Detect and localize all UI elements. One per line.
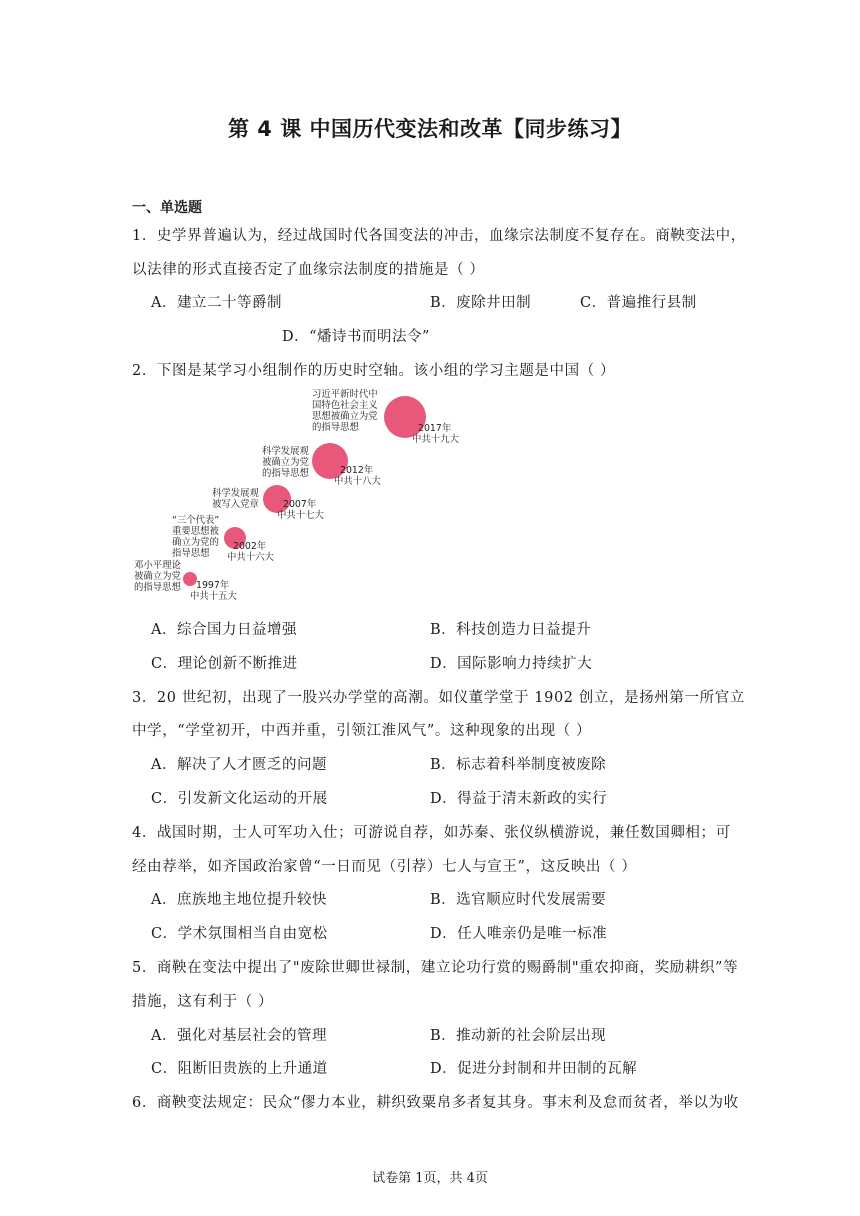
timeline-year-label: 2017年 (418, 423, 452, 434)
q1-option-d: D．“燔诗书而明法令” (282, 329, 430, 345)
q4-option-c: C．学术氛围相当自由宽松 (151, 926, 328, 942)
q5-option-a: A．强化对基层社会的管理 (151, 1028, 327, 1044)
q2-option-c: C．理论创新不断推进 (151, 656, 298, 672)
q4-option-a: A．庶族地主地位提升较快 (151, 892, 327, 908)
timeline-bubble-1997年 (183, 572, 197, 586)
timeline-theory-label: 被确立为党 (134, 571, 181, 582)
q3-option-c: C．引发新文化运动的开展 (151, 791, 328, 807)
q4-stem-line-1: 4．战国时期，士人可军功入仕；可游说自荐，如苏秦、张仪纵横游说，兼任数国卿相；可 (132, 825, 731, 841)
timeline-theory-label: 科学发展观 (212, 488, 259, 499)
q2-option-b: B．科技创造力日益提升 (430, 622, 592, 638)
q4-stem-line-2: 经由荐举，如齐国政治家曾“一日而见（引荐）七人与宣王”，这反映出（ ） (132, 859, 637, 875)
page-footer: 试卷第 1页，共 4页 (372, 1171, 488, 1186)
q3-stem-line-1: 3．20 世纪初，出现了一股兴办学堂的高潮。如仪董学堂于 1902 创立，是扬州第一所官立 (132, 690, 745, 706)
q5-stem-line-2: 措施，这有利于（ ） (132, 994, 274, 1010)
timeline-theory-label: 的指导思想 (134, 582, 181, 593)
timeline-year-label: 2012年 (340, 465, 374, 476)
timeline-theory-label: 的指导思想 (262, 468, 309, 479)
timeline-theory-label: 思想被确立为党 (312, 411, 378, 422)
q3-stem-line-2: 中学，“学堂初开，中西并重，引领江淮风气”。这种现象的出现（ ） (132, 723, 592, 739)
timeline-theory-label: 指导思想 (172, 548, 210, 559)
timeline-chart (132, 388, 477, 606)
timeline-year-label: 2007年 (283, 499, 317, 510)
timeline-theory-label: 重要思想被 (172, 526, 219, 537)
q4-option-b: B．选官顺应时代发展需要 (430, 892, 607, 908)
q1-option-a: A．建立二十等爵制 (151, 295, 282, 311)
timeline-congress-label: 中共十七大 (277, 510, 324, 521)
timeline-congress-label: 中共十五大 (190, 591, 237, 602)
timeline-congress-label: 中共十九大 (412, 434, 459, 445)
timeline-theory-label: 邓小平理论 (134, 560, 181, 571)
q2-option-a: A．综合国力日益增强 (151, 622, 297, 638)
q4-option-d: D．任人唯亲仍是唯一标准 (430, 926, 608, 942)
q1-stem-line-2: 以法律的形式直接否定了血缘宗法制度的措施是（ ） (132, 262, 485, 278)
q1-option-c: C．普遍推行县制 (580, 295, 697, 311)
q2-option-d: D．国际影响力持续扩大 (430, 656, 593, 672)
q5-option-b: B．推动新的社会阶层出现 (430, 1028, 607, 1044)
q1-stem-line-1: 1．史学界普遍认为，经过战国时代各国变法的冲击，血缘宗法制度不复存在。商鞅变法中， (132, 228, 746, 244)
timeline-theory-label: 的指导思想 (312, 422, 359, 433)
timeline-congress-label: 中共十六大 (227, 552, 274, 563)
timeline-year-label: 2002年 (233, 541, 267, 552)
timeline-theory-label: 科学发展观 (262, 446, 309, 457)
timeline-theory-label: 被写入党章 (212, 499, 259, 510)
q3-option-d: D．得益于清末新政的实行 (430, 791, 608, 807)
q1-option-b: B．废除井田制 (430, 295, 532, 311)
q5-stem-line-1: 5．商鞅在变法中提出了"废除世卿世禄制，建立论功行赏的赐爵制"重农抑商，奖励耕织”等 (132, 960, 739, 976)
timeline-theory-label: 确立为党的 (172, 537, 219, 548)
q5-option-c: C．阻断旧贵族的上升通道 (151, 1061, 328, 1077)
q3-option-a: A．解决了人才匮乏的问题 (151, 757, 327, 773)
timeline-congress-label: 中共十八大 (334, 476, 381, 487)
timeline-theory-label: 被确立为党 (262, 457, 309, 468)
timeline-theory-label: 习近平新时代中 (312, 389, 378, 400)
section-heading: 一、单选题 (132, 200, 202, 216)
q6-stem-line-1: 6．商鞅变法规定：民众“僇力本业，耕织致粟帛多者复其身。事末利及怠而贫者，举以为收 (132, 1095, 739, 1111)
page-title: 第 4 课 中国历代变法和改革【同步练习】 (227, 117, 633, 141)
timeline-year-label: 1997年 (196, 580, 230, 591)
q5-option-d: D．促进分封制和井田制的瓦解 (430, 1061, 638, 1077)
q3-option-b: B．标志着科举制度被废除 (430, 757, 607, 773)
timeline-theory-label: “三个代表” (172, 515, 220, 526)
timeline-theory-label: 国特色社会主义 (312, 400, 378, 411)
q2-stem-line-1: 2．下图是某学习小组制作的历史时空轴。该小组的学习主题是中国（ ） (132, 363, 616, 379)
